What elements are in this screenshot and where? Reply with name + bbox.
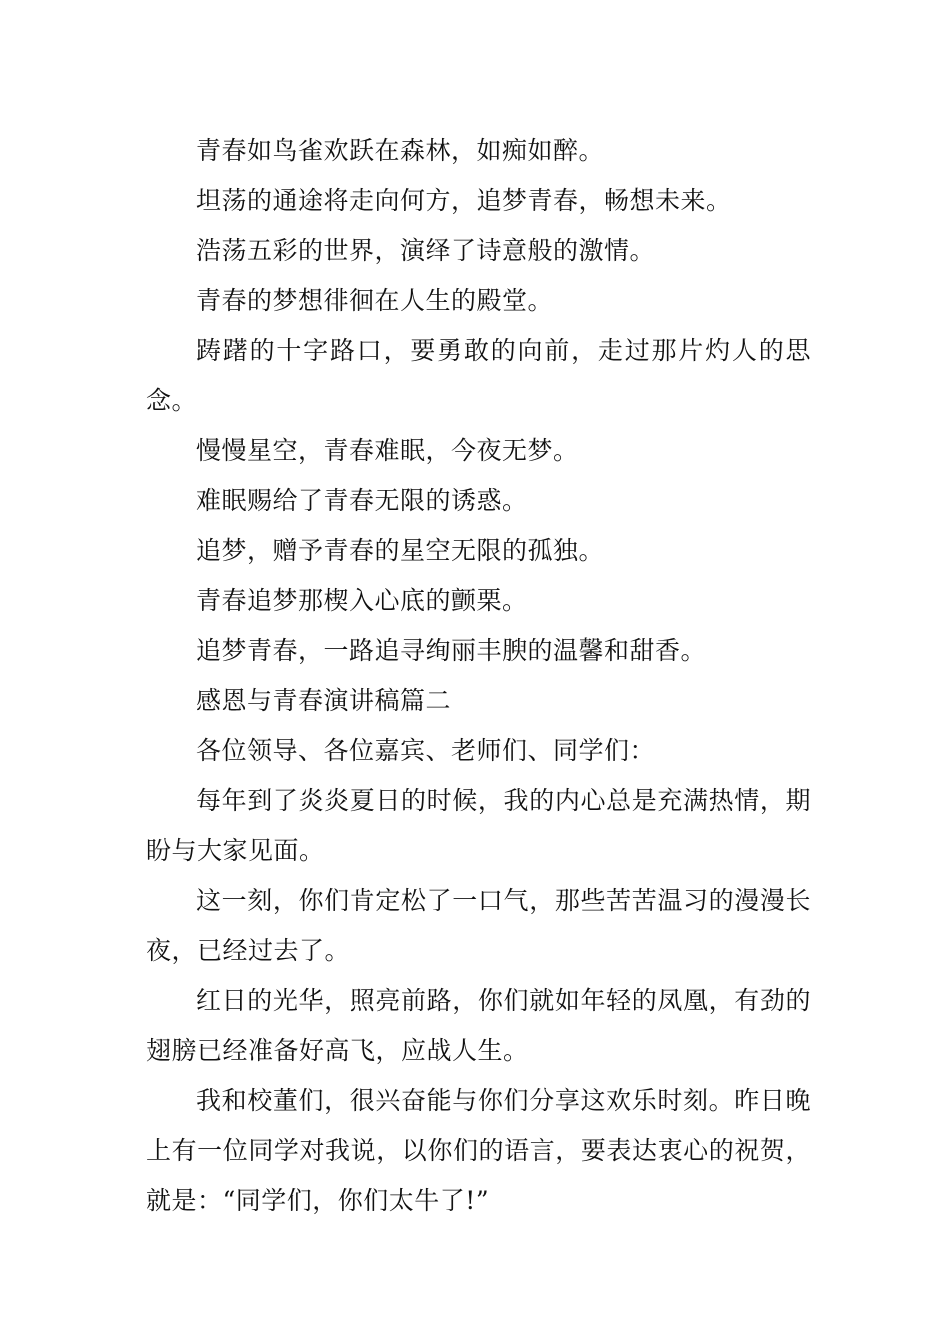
paragraph-15: 红日的光华，照亮前路，你们就如年轻的凤凰，有劲的翅膀已经准备好高飞，应战人生。 — [146, 986, 811, 1065]
paragraph-8: 追梦，赠予青春的星空无限的孤独。 — [196, 536, 605, 565]
salutation: 各位领导、各位嘉宾、老师们、同学们： — [196, 736, 656, 765]
paragraph-14: 这一刻，你们肯定松了一口气，那些苦苦温习的漫漫长夜，已经过去了。 — [146, 886, 811, 965]
paragraph-7: 难眠赐给了青春无限的诱惑。 — [196, 486, 528, 515]
paragraph-4: 青春的梦想徘徊在人生的殿堂。 — [196, 286, 554, 315]
document-body — [146, 126, 811, 1226]
paragraph-1: 青春如鸟雀欢跃在森林，如痴如醉。 — [196, 136, 605, 165]
paragraph-6: 慢慢星空，青春难眠，今夜无梦。 — [196, 436, 579, 465]
paragraph-3: 浩荡五彩的世界，演绎了诗意般的激情。 — [196, 236, 656, 265]
paragraph-9: 青春追梦那楔入心底的颤栗。 — [196, 586, 528, 615]
paragraph-2: 坦荡的通途将走向何方，追梦青春，畅想未来。 — [196, 186, 732, 215]
paragraph-10: 追梦青春，一路追寻绚丽丰腴的温馨和甜香。 — [196, 636, 707, 665]
section-heading: 感恩与青春演讲稿篇二 — [196, 686, 452, 715]
paragraph-13: 每年到了炎炎夏日的时候，我的内心总是充满热情，期盼与大家见面。 — [146, 786, 811, 865]
paragraph-16: 我和校董们，很兴奋能与你们分享这欢乐时刻。昨日晚上有一位同学对我说，以你们的语言，要表达衷心的祝贺，就是：“同学们，你们太牛了!” — [146, 1086, 811, 1215]
paragraph-5: 踌躇的十字路口，要勇敢的向前，走过那片灼人的思念。 — [146, 336, 811, 415]
